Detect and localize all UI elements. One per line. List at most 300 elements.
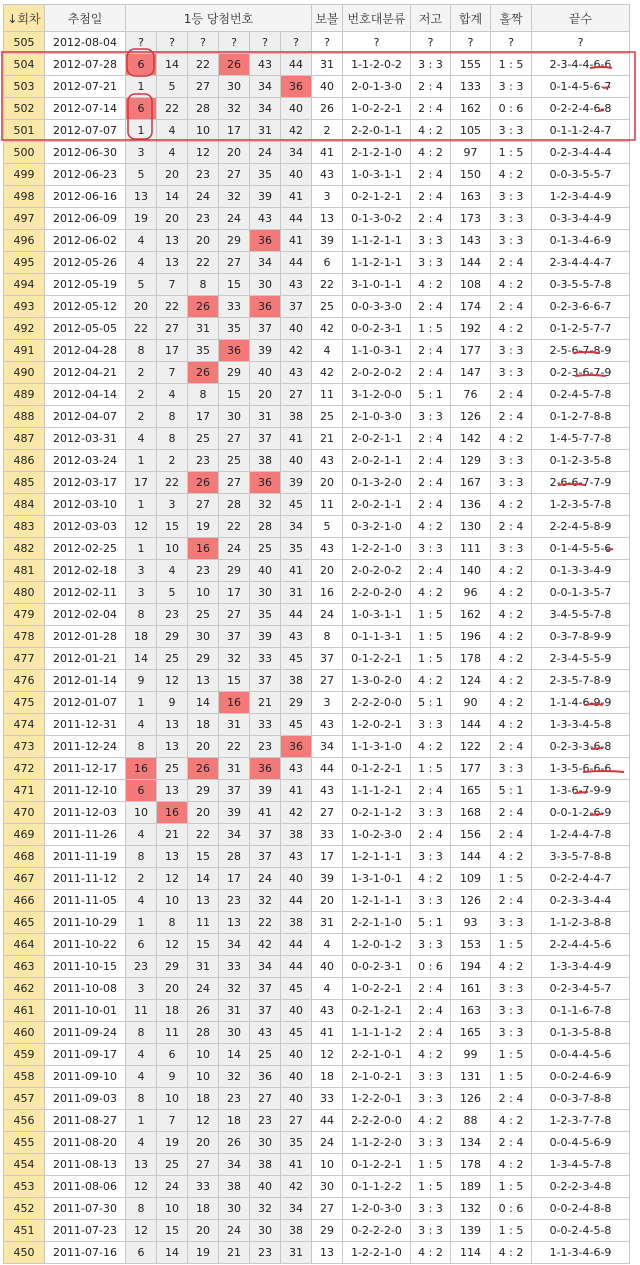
winning-number-cell: 21 bbox=[157, 824, 188, 846]
low-high-cell: 2 : 4 bbox=[411, 428, 451, 450]
winning-number-cell: 40 bbox=[281, 98, 312, 120]
winning-number-cell: 20 bbox=[188, 1220, 219, 1242]
category-cell: 2-2-1-0-1 bbox=[343, 1044, 411, 1066]
date-cell: 2012-06-02 bbox=[45, 230, 126, 252]
winning-number-cell: 26 bbox=[219, 1132, 250, 1154]
winning-number-cell: 43 bbox=[250, 1022, 281, 1044]
bonus-cell: 41 bbox=[312, 1022, 343, 1044]
table-row bbox=[4, 142, 630, 164]
winning-number-cell: 34 bbox=[281, 516, 312, 538]
winning-number-cell: 25 bbox=[219, 450, 250, 472]
winning-number-cell: 31 bbox=[188, 318, 219, 340]
winning-number-cell: 1 bbox=[126, 538, 157, 560]
table-row bbox=[4, 98, 630, 120]
winning-number-cell: 6 bbox=[126, 98, 157, 120]
category-cell: 1-2-1-1-1 bbox=[343, 846, 411, 868]
winning-number-cell: 44 bbox=[281, 208, 312, 230]
winning-number-cell: 3 bbox=[126, 560, 157, 582]
winning-number-cell: 30 bbox=[219, 1022, 250, 1044]
winning-number-cell: 41 bbox=[281, 428, 312, 450]
low-high-header[interactable]: 저고 bbox=[411, 5, 451, 32]
winning-number-cell: 34 bbox=[219, 1154, 250, 1176]
winning-number-cell: 4 bbox=[126, 428, 157, 450]
date-cell: 2012-02-25 bbox=[45, 538, 126, 560]
sum-cell: 136 bbox=[451, 494, 491, 516]
date-cell: 2011-10-22 bbox=[45, 934, 126, 956]
winning-number-cell: 6 bbox=[126, 780, 157, 802]
winning-number-cell: 27 bbox=[281, 384, 312, 406]
winning-number-cell: 17 bbox=[219, 120, 250, 142]
winning-number-cell: 35 bbox=[188, 340, 219, 362]
winning-number-cell: 24 bbox=[188, 978, 219, 1000]
winning-number-cell: 43 bbox=[281, 846, 312, 868]
sum-header[interactable]: 합계 bbox=[451, 5, 491, 32]
winning-number-cell: 25 bbox=[157, 1154, 188, 1176]
round-cell: 473 bbox=[4, 736, 45, 758]
table-row bbox=[4, 1198, 630, 1220]
date-cell: 2012-03-03 bbox=[45, 516, 126, 538]
odd-even-cell: 0 : 6 bbox=[491, 1198, 532, 1220]
winning-number-cell: 45 bbox=[281, 648, 312, 670]
table-row bbox=[4, 1000, 630, 1022]
bonus-header[interactable]: 보볼 bbox=[312, 5, 343, 32]
odd-even-cell: 3 : 3 bbox=[491, 1000, 532, 1022]
winning-number-cell: 27 bbox=[188, 1154, 219, 1176]
round-cell: 472 bbox=[4, 758, 45, 780]
winning-number-cell: 8 bbox=[157, 912, 188, 934]
low-high-cell: 1 : 5 bbox=[411, 1154, 451, 1176]
low-high-cell: 2 : 4 bbox=[411, 362, 451, 384]
low-high-cell: 4 : 2 bbox=[411, 670, 451, 692]
round-cell: 487 bbox=[4, 428, 45, 450]
odd-even-cell: 3 : 3 bbox=[491, 340, 532, 362]
odd-even-cell: 1 : 5 bbox=[491, 1066, 532, 1088]
date-cell: 2012-05-12 bbox=[45, 296, 126, 318]
winning-number-cell: 24 bbox=[250, 142, 281, 164]
round-cell: 467 bbox=[4, 868, 45, 890]
winning-number-cell: ? bbox=[126, 32, 157, 54]
odd-even-cell: 3 : 3 bbox=[491, 1022, 532, 1044]
winning-number-cell: 12 bbox=[126, 516, 157, 538]
winning-number-cell: 1 bbox=[126, 1110, 157, 1132]
sum-cell: 196 bbox=[451, 626, 491, 648]
category-cell: 1-1-2-0-2 bbox=[343, 54, 411, 76]
low-high-cell: 2 : 4 bbox=[411, 560, 451, 582]
sum-cell: 194 bbox=[451, 956, 491, 978]
winning-number-cell: 27 bbox=[219, 604, 250, 626]
winning-number-cell: 14 bbox=[157, 186, 188, 208]
winning-number-cell: 17 bbox=[126, 472, 157, 494]
sum-cell: 174 bbox=[451, 296, 491, 318]
sum-cell: 108 bbox=[451, 274, 491, 296]
date-cell: 2011-09-24 bbox=[45, 1022, 126, 1044]
winning-number-cell: 26 bbox=[188, 758, 219, 780]
category-cell: 1-2-0-1-2 bbox=[343, 934, 411, 956]
round-cell: 496 bbox=[4, 230, 45, 252]
ending-digits-cell: 0-1-1-6-7-8 bbox=[532, 1000, 630, 1022]
table-row bbox=[4, 274, 630, 296]
winning-number-cell: 12 bbox=[126, 1220, 157, 1242]
winning-number-cell: 38 bbox=[281, 406, 312, 428]
bonus-cell: 16 bbox=[312, 582, 343, 604]
winning-number-cell: 20 bbox=[188, 802, 219, 824]
winning-number-cell: 42 bbox=[250, 934, 281, 956]
category-cell: 0-2-1-1-2 bbox=[343, 802, 411, 824]
round-cell: 497 bbox=[4, 208, 45, 230]
winning-number-cell: 27 bbox=[157, 318, 188, 340]
round-cell: 504 bbox=[4, 54, 45, 76]
ending-digits-cell: 0-2-3-3-6-8 bbox=[532, 736, 630, 758]
winning-number-cell: 30 bbox=[219, 1198, 250, 1220]
category-cell: 1-3-0-2-0 bbox=[343, 670, 411, 692]
winning-number-cell: 17 bbox=[219, 868, 250, 890]
date-cell: 2011-10-29 bbox=[45, 912, 126, 934]
odd-even-header[interactable]: 홀짝 bbox=[491, 5, 532, 32]
category-cell: ? bbox=[343, 32, 411, 54]
round-cell: 455 bbox=[4, 1132, 45, 1154]
bonus-cell: 8 bbox=[312, 626, 343, 648]
winning-number-cell: 33 bbox=[250, 648, 281, 670]
winning-number-cell: 38 bbox=[219, 1176, 250, 1198]
table-row bbox=[4, 428, 630, 450]
winning-number-cell: 5 bbox=[157, 76, 188, 98]
date-cell: 2012-04-28 bbox=[45, 340, 126, 362]
round-cell: 460 bbox=[4, 1022, 45, 1044]
winning-number-cell: 18 bbox=[126, 626, 157, 648]
winning-number-cell: 8 bbox=[126, 1198, 157, 1220]
sum-cell: 143 bbox=[451, 230, 491, 252]
odd-even-cell: 1 : 5 bbox=[491, 1044, 532, 1066]
table-row bbox=[4, 516, 630, 538]
winning-number-cell: 29 bbox=[188, 780, 219, 802]
winning-number-cell: 10 bbox=[188, 1044, 219, 1066]
winning-number-cell: 4 bbox=[126, 714, 157, 736]
winning-number-cell: 25 bbox=[188, 604, 219, 626]
round-cell: 481 bbox=[4, 560, 45, 582]
winning-number-cell: 30 bbox=[250, 1132, 281, 1154]
winning-number-cell: 45 bbox=[281, 1022, 312, 1044]
ending-digits-cell: 0-0-2-4-8-8 bbox=[532, 1198, 630, 1220]
sum-cell: 139 bbox=[451, 1220, 491, 1242]
winning-number-cell: 44 bbox=[281, 934, 312, 956]
category-header[interactable]: 번호대분류 bbox=[343, 5, 411, 32]
winning-number-cell: 40 bbox=[281, 318, 312, 340]
winning-number-cell: 22 bbox=[157, 472, 188, 494]
ending-digits-header[interactable]: 끝수 bbox=[532, 5, 630, 32]
bonus-cell: 20 bbox=[312, 472, 343, 494]
low-high-cell: 2 : 4 bbox=[411, 450, 451, 472]
category-cell: 1-2-0-2-1 bbox=[343, 714, 411, 736]
winning-number-cell: 12 bbox=[157, 934, 188, 956]
date-cell: 2012-07-21 bbox=[45, 76, 126, 98]
winning-number-cell: 40 bbox=[281, 450, 312, 472]
sum-cell: 144 bbox=[451, 252, 491, 274]
round-cell: 498 bbox=[4, 186, 45, 208]
category-cell: 2-0-2-1-1 bbox=[343, 450, 411, 472]
sum-cell: 134 bbox=[451, 1132, 491, 1154]
category-cell: 0-0-2-3-1 bbox=[343, 318, 411, 340]
round-cell: 453 bbox=[4, 1176, 45, 1198]
winning-number-cell: 38 bbox=[281, 824, 312, 846]
winning-number-cell: 31 bbox=[250, 120, 281, 142]
round-cell: 471 bbox=[4, 780, 45, 802]
round-cell: 450 bbox=[4, 1242, 45, 1264]
odd-even-cell: 1 : 5 bbox=[491, 868, 532, 890]
winning-number-cell: 34 bbox=[219, 824, 250, 846]
winning-number-cell: 11 bbox=[188, 912, 219, 934]
low-high-cell: 1 : 5 bbox=[411, 1176, 451, 1198]
sum-cell: 162 bbox=[451, 98, 491, 120]
date-cell: 2012-08-04 bbox=[45, 32, 126, 54]
odd-even-cell: 1 : 5 bbox=[491, 142, 532, 164]
winning-number-cell: 40 bbox=[250, 362, 281, 384]
winning-number-cell: 13 bbox=[219, 912, 250, 934]
date-cell: 2011-11-26 bbox=[45, 824, 126, 846]
round-cell: 451 bbox=[4, 1220, 45, 1242]
date-cell: 2011-10-15 bbox=[45, 956, 126, 978]
winning-numbers-header[interactable]: 1등 당첨번호 bbox=[126, 5, 312, 32]
winning-number-cell: 23 bbox=[188, 560, 219, 582]
winning-number-cell: 19 bbox=[157, 1132, 188, 1154]
table-row bbox=[4, 648, 630, 670]
winning-number-cell: 33 bbox=[250, 714, 281, 736]
ending-digits-cell: 0-2-3-6-7-9 bbox=[532, 362, 630, 384]
date-header[interactable]: 추첨일 bbox=[45, 5, 126, 32]
bonus-cell: 22 bbox=[312, 274, 343, 296]
ending-digits-cell: 0-0-4-5-6-9 bbox=[532, 1132, 630, 1154]
winning-number-cell: 16 bbox=[219, 692, 250, 714]
category-cell: 0-0-3-3-0 bbox=[343, 296, 411, 318]
table-row bbox=[4, 604, 630, 626]
low-high-cell: 3 : 3 bbox=[411, 890, 451, 912]
low-high-cell: 3 : 3 bbox=[411, 1066, 451, 1088]
winning-number-cell: 29 bbox=[281, 692, 312, 714]
winning-number-cell: 27 bbox=[188, 76, 219, 98]
winning-number-cell: 27 bbox=[250, 1088, 281, 1110]
bonus-cell: 25 bbox=[312, 406, 343, 428]
winning-number-cell: 27 bbox=[219, 472, 250, 494]
sum-cell: 150 bbox=[451, 164, 491, 186]
winning-number-cell: 40 bbox=[281, 1088, 312, 1110]
winning-number-cell: 27 bbox=[219, 252, 250, 274]
round-cell: 479 bbox=[4, 604, 45, 626]
winning-number-cell: 22 bbox=[157, 296, 188, 318]
winning-number-cell: 23 bbox=[250, 736, 281, 758]
odd-even-cell: 2 : 4 bbox=[491, 1132, 532, 1154]
round-cell: 476 bbox=[4, 670, 45, 692]
category-cell: 1-0-2-2-1 bbox=[343, 978, 411, 1000]
ending-digits-cell: 2-5-6-7-8-9 bbox=[532, 340, 630, 362]
winning-number-cell: 10 bbox=[157, 538, 188, 560]
winning-number-cell: 12 bbox=[157, 670, 188, 692]
winning-number-cell: 31 bbox=[219, 1000, 250, 1022]
winning-number-cell: 24 bbox=[157, 1176, 188, 1198]
ending-digits-cell: 2-2-4-5-8-9 bbox=[532, 516, 630, 538]
table-row bbox=[4, 472, 630, 494]
winning-number-cell: 30 bbox=[250, 274, 281, 296]
winning-number-cell: 41 bbox=[281, 186, 312, 208]
winning-number-cell: 30 bbox=[250, 1220, 281, 1242]
table-row bbox=[4, 1022, 630, 1044]
table-row bbox=[4, 32, 630, 54]
winning-number-cell: ? bbox=[281, 32, 312, 54]
winning-number-cell: 1 bbox=[126, 692, 157, 714]
category-cell: 0-1-1-2-2 bbox=[343, 1176, 411, 1198]
bonus-cell: 6 bbox=[312, 252, 343, 274]
winning-number-cell: 5 bbox=[126, 274, 157, 296]
odd-even-cell: 4 : 2 bbox=[491, 428, 532, 450]
round-cell: 464 bbox=[4, 934, 45, 956]
table-row bbox=[4, 494, 630, 516]
ending-digits-cell: 0-3-3-4-4-9 bbox=[532, 208, 630, 230]
odd-even-cell: 2 : 4 bbox=[491, 296, 532, 318]
sum-cell: 153 bbox=[451, 934, 491, 956]
sum-cell: 109 bbox=[451, 868, 491, 890]
winning-number-cell: 12 bbox=[126, 1176, 157, 1198]
round-header[interactable]: ↓회차 bbox=[4, 5, 45, 32]
bonus-cell: 43 bbox=[312, 1000, 343, 1022]
category-cell: 2-2-2-0-0 bbox=[343, 692, 411, 714]
sum-cell: 130 bbox=[451, 516, 491, 538]
odd-even-cell: 4 : 2 bbox=[491, 318, 532, 340]
sum-cell: 161 bbox=[451, 978, 491, 1000]
date-cell: 2011-12-17 bbox=[45, 758, 126, 780]
category-cell: 1-1-2-1-1 bbox=[343, 252, 411, 274]
table-row bbox=[4, 1132, 630, 1154]
winning-number-cell: 26 bbox=[188, 296, 219, 318]
winning-number-cell: 40 bbox=[250, 560, 281, 582]
winning-number-cell: 32 bbox=[219, 978, 250, 1000]
date-cell: 2011-12-03 bbox=[45, 802, 126, 824]
table-row bbox=[4, 1044, 630, 1066]
ending-digits-cell: 1-4-5-7-7-8 bbox=[532, 428, 630, 450]
category-cell: 2-1-0-3-0 bbox=[343, 406, 411, 428]
odd-even-cell: 2 : 4 bbox=[491, 516, 532, 538]
winning-number-cell: 37 bbox=[219, 626, 250, 648]
bonus-cell: 27 bbox=[312, 670, 343, 692]
winning-number-cell: ? bbox=[219, 32, 250, 54]
odd-even-cell: 4 : 2 bbox=[491, 1154, 532, 1176]
odd-even-cell: 4 : 2 bbox=[491, 164, 532, 186]
ending-digits-cell: 0-0-1-3-5-7 bbox=[532, 582, 630, 604]
table-row bbox=[4, 164, 630, 186]
date-cell: 2012-04-07 bbox=[45, 406, 126, 428]
low-high-cell: 2 : 4 bbox=[411, 208, 451, 230]
winning-number-cell: 14 bbox=[188, 868, 219, 890]
odd-even-cell: 3 : 3 bbox=[491, 230, 532, 252]
low-high-cell: 1 : 5 bbox=[411, 648, 451, 670]
date-cell: 2011-07-16 bbox=[45, 1242, 126, 1264]
winning-number-cell: 37 bbox=[250, 846, 281, 868]
winning-number-cell: 8 bbox=[126, 1022, 157, 1044]
winning-number-cell: 37 bbox=[250, 428, 281, 450]
low-high-cell: 5 : 1 bbox=[411, 384, 451, 406]
category-cell: 0-1-1-3-1 bbox=[343, 626, 411, 648]
table-row bbox=[4, 956, 630, 978]
ending-digits-cell: 2-3-5-7-8-9 bbox=[532, 670, 630, 692]
winning-number-cell: 38 bbox=[281, 912, 312, 934]
bonus-cell: 11 bbox=[312, 494, 343, 516]
bonus-cell: 27 bbox=[312, 1198, 343, 1220]
date-cell: 2012-01-07 bbox=[45, 692, 126, 714]
odd-even-cell: 2 : 4 bbox=[491, 890, 532, 912]
date-cell: 2012-06-16 bbox=[45, 186, 126, 208]
table-row bbox=[4, 780, 630, 802]
winning-number-cell: ? bbox=[188, 32, 219, 54]
winning-number-cell: 21 bbox=[250, 692, 281, 714]
winning-number-cell: 15 bbox=[188, 846, 219, 868]
sum-cell: 167 bbox=[451, 472, 491, 494]
winning-number-cell: 10 bbox=[157, 1198, 188, 1220]
low-high-cell: 3 : 3 bbox=[411, 1220, 451, 1242]
sum-cell: 192 bbox=[451, 318, 491, 340]
winning-number-cell: 28 bbox=[188, 1022, 219, 1044]
winning-number-cell: 8 bbox=[188, 384, 219, 406]
winning-number-cell: 26 bbox=[188, 1000, 219, 1022]
table-row bbox=[4, 1242, 630, 1264]
bonus-cell: 31 bbox=[312, 912, 343, 934]
bonus-cell: 39 bbox=[312, 230, 343, 252]
table-row bbox=[4, 1066, 630, 1088]
odd-even-cell: 3 : 3 bbox=[491, 912, 532, 934]
table-row bbox=[4, 208, 630, 230]
ending-digits-cell: 2-2-4-4-5-6 bbox=[532, 934, 630, 956]
table-row bbox=[4, 1088, 630, 1110]
table-row bbox=[4, 824, 630, 846]
winning-number-cell: 37 bbox=[250, 824, 281, 846]
table-row bbox=[4, 1110, 630, 1132]
bonus-cell: 33 bbox=[312, 824, 343, 846]
winning-number-cell: 11 bbox=[126, 1000, 157, 1022]
winning-number-cell: 26 bbox=[188, 472, 219, 494]
sum-cell: 162 bbox=[451, 604, 491, 626]
category-cell: 1-0-3-1-1 bbox=[343, 604, 411, 626]
category-cell: 2-0-2-1-1 bbox=[343, 428, 411, 450]
date-cell: 2012-01-14 bbox=[45, 670, 126, 692]
round-cell: 491 bbox=[4, 340, 45, 362]
winning-number-cell: 4 bbox=[126, 230, 157, 252]
low-high-cell: ? bbox=[411, 32, 451, 54]
round-cell: 475 bbox=[4, 692, 45, 714]
round-cell: 483 bbox=[4, 516, 45, 538]
category-cell: 2-0-2-0-2 bbox=[343, 362, 411, 384]
ending-digits-cell: 0-2-3-4-5-7 bbox=[532, 978, 630, 1000]
sum-cell: 105 bbox=[451, 120, 491, 142]
category-cell: 2-1-2-1-0 bbox=[343, 142, 411, 164]
winning-number-cell: 42 bbox=[281, 1176, 312, 1198]
winning-number-cell: 39 bbox=[250, 340, 281, 362]
ending-digits-cell: 0-3-5-5-7-8 bbox=[532, 274, 630, 296]
date-cell: 2012-06-30 bbox=[45, 142, 126, 164]
date-cell: 2011-11-19 bbox=[45, 846, 126, 868]
category-cell: 0-2-1-2-1 bbox=[343, 1000, 411, 1022]
sum-cell: 178 bbox=[451, 1154, 491, 1176]
category-cell: 1-2-2-0-1 bbox=[343, 1088, 411, 1110]
ending-digits-cell: 1-1-3-4-6-9 bbox=[532, 1242, 630, 1264]
ending-digits-cell: 0-0-3-5-5-7 bbox=[532, 164, 630, 186]
round-cell: 452 bbox=[4, 1198, 45, 1220]
winning-number-cell: 38 bbox=[281, 670, 312, 692]
low-high-cell: 4 : 2 bbox=[411, 274, 451, 296]
ending-digits-cell: 0-2-3-3-4-4 bbox=[532, 890, 630, 912]
odd-even-cell: 4 : 2 bbox=[491, 956, 532, 978]
winning-number-cell: 31 bbox=[281, 582, 312, 604]
table-row bbox=[4, 934, 630, 956]
odd-even-cell: 2 : 4 bbox=[491, 406, 532, 428]
date-cell: 2011-11-05 bbox=[45, 890, 126, 912]
winning-number-cell: 4 bbox=[126, 824, 157, 846]
winning-number-cell: 37 bbox=[250, 318, 281, 340]
